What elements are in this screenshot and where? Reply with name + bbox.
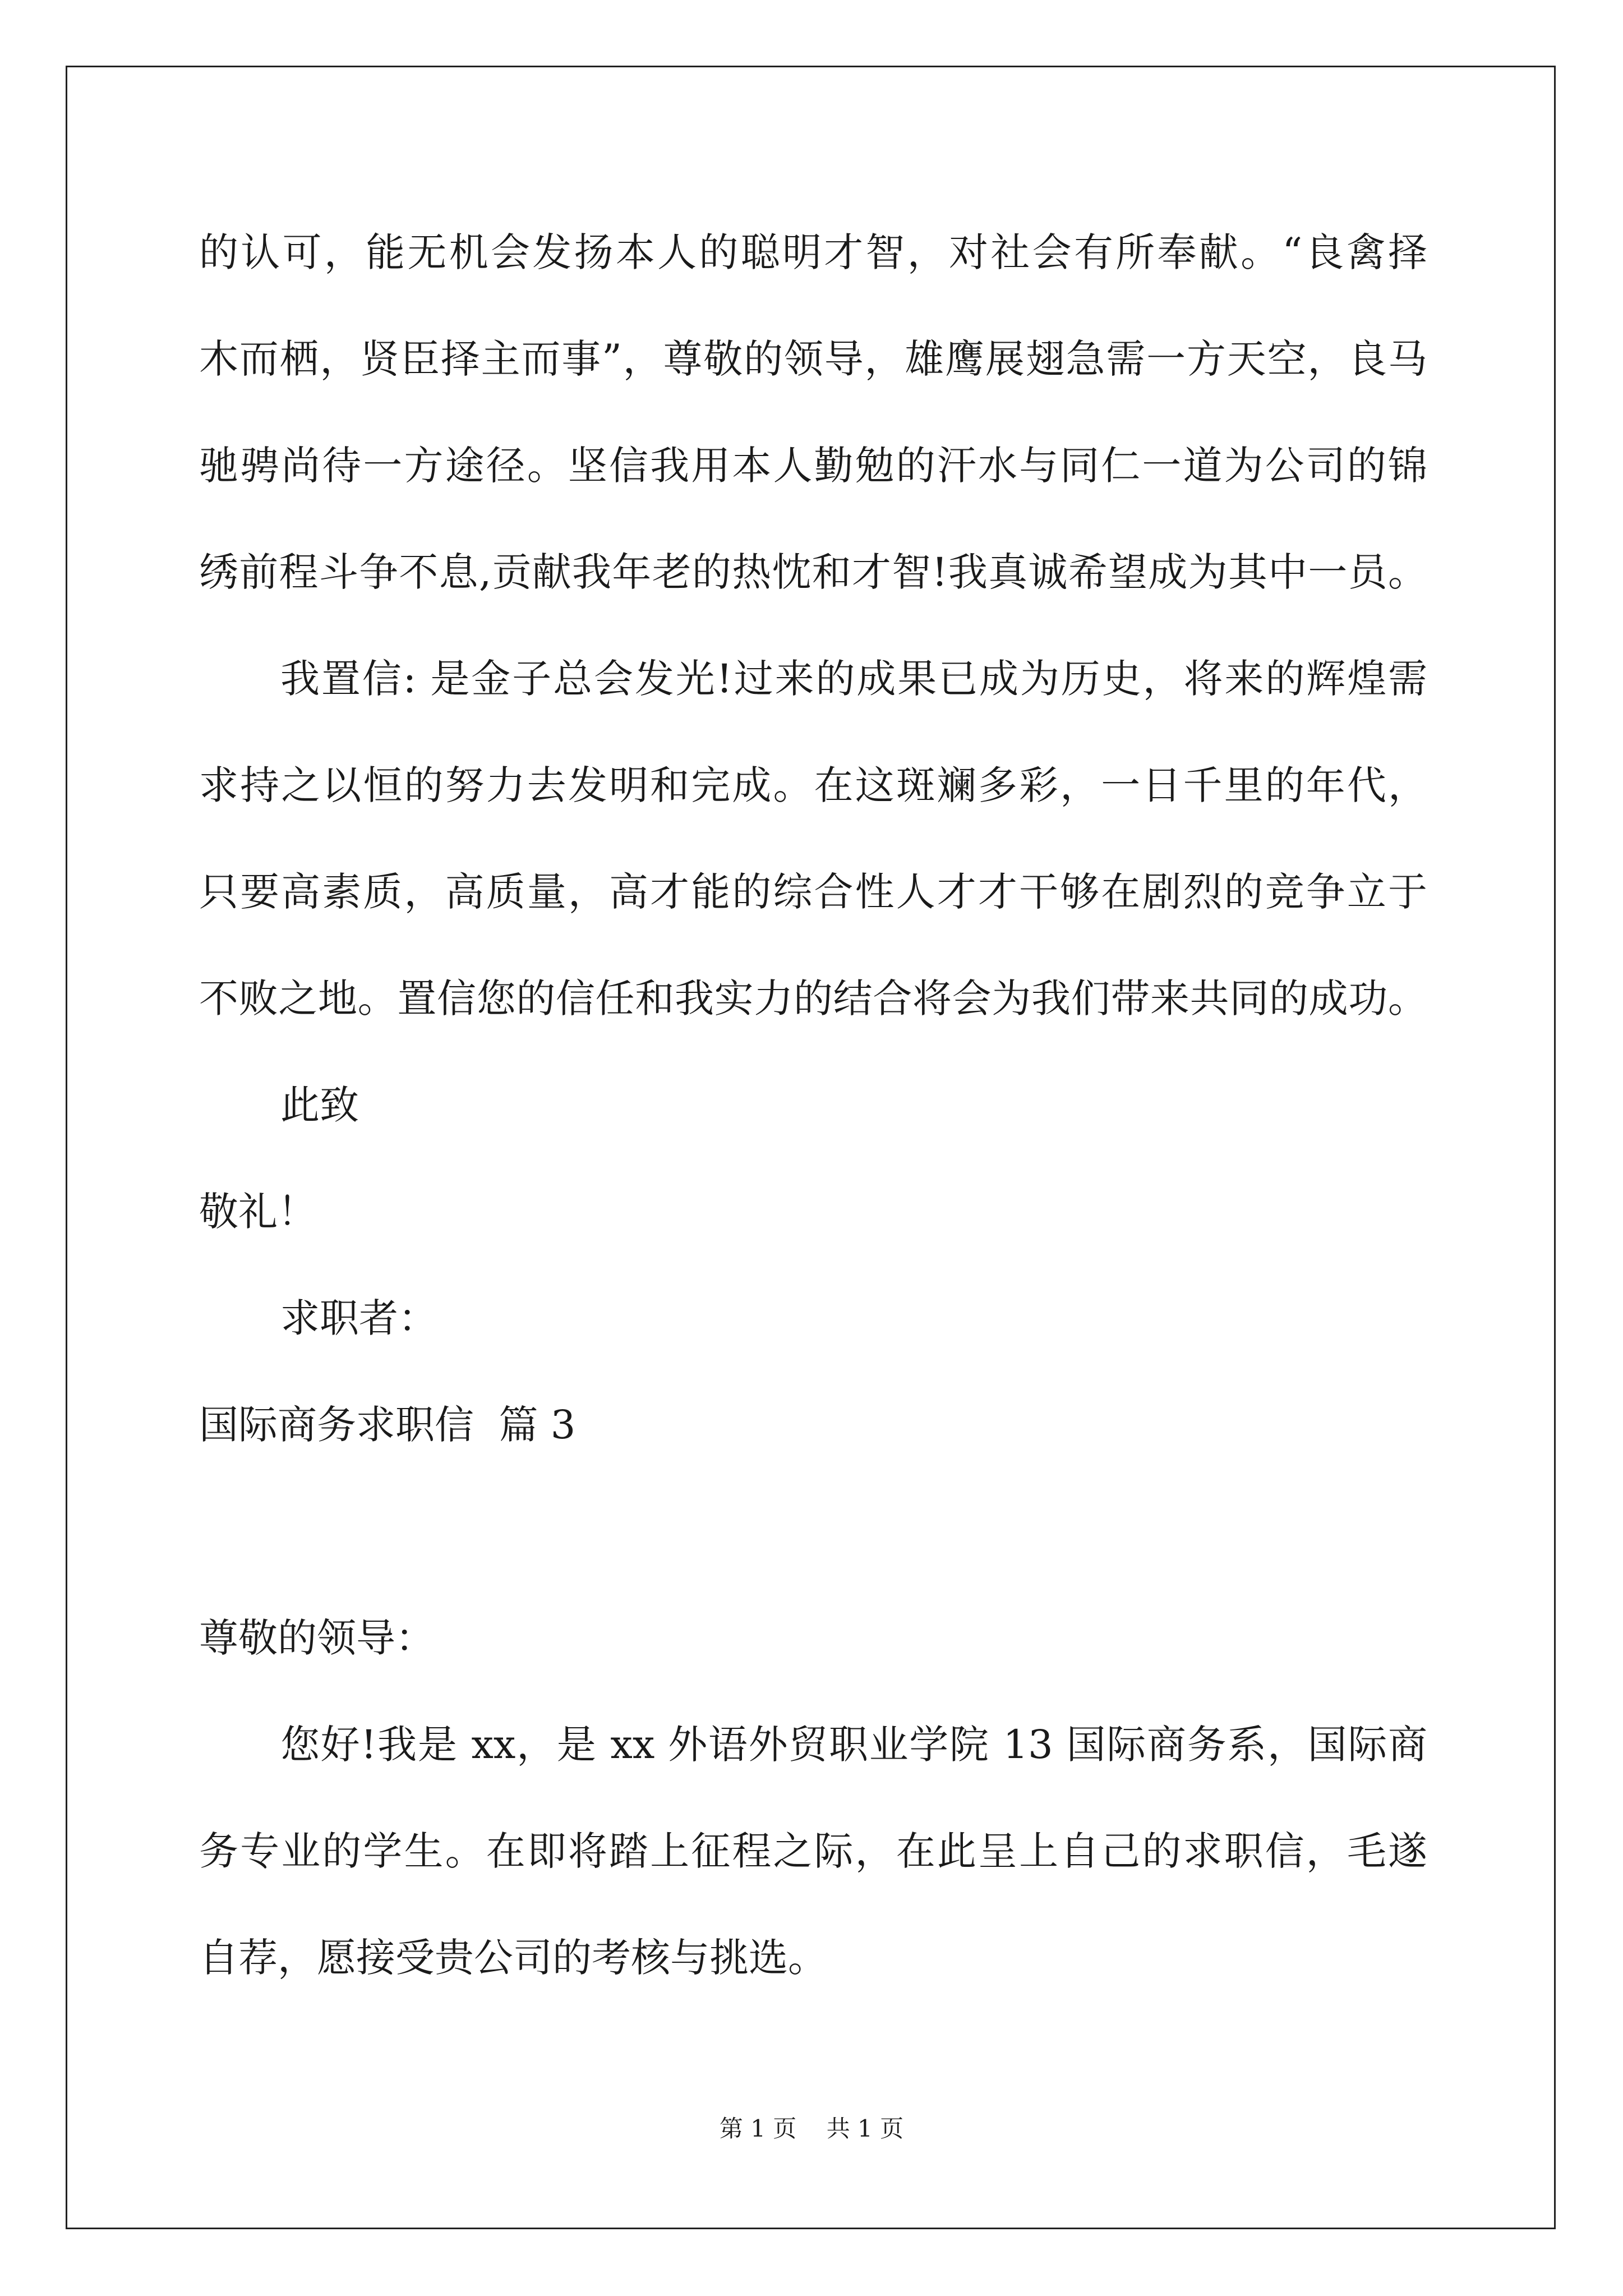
- body-line: 绣前程斗争不息,贡献我年老的热忱和才智!我真诚希望成为其中一员。: [199, 549, 1427, 595]
- body-line: 的认可，能无机会发扬本人的聪明才智，对社会有所奉献。“良禽择: [199, 229, 1427, 275]
- body-line: 木而栖，贤臣择主而事”，尊敬的领导，雄鹰展翅急需一方天空，良马: [199, 336, 1427, 382]
- body-line: 不败之地。置信您的信任和我实力的结合将会为我们带来共同的成功。: [199, 976, 1427, 1022]
- section-title: 国际商务求职信 篇 3: [199, 1402, 576, 1448]
- body-line: 只要高素质，高质量，高才能的综合性人才才干够在剧烈的竞争立于: [199, 869, 1427, 915]
- page-border: [66, 66, 1556, 2229]
- body-line: 求持之以恒的努力去发明和完成。在这斑斓多彩，一日千里的年代，: [199, 762, 1427, 808]
- greeting-line: 尊敬的领导：: [199, 1615, 435, 1661]
- page-number: 第 1 页: [719, 2115, 797, 2142]
- salute-line: 敬礼！: [199, 1189, 317, 1235]
- page-total: 共 1 页: [826, 2115, 904, 2142]
- body-line: 您好!我是 xx，是 xx 外语外贸职业学院 13 国际商务系，国际商: [280, 1722, 1427, 1768]
- closing-line: 此致: [280, 1082, 359, 1128]
- body-line: 务专业的学生。在即将踏上征程之际，在此呈上自己的求职信，毛遂: [199, 1828, 1427, 1874]
- body-line: 驰骋尚待一方途径。坚信我用本人勤勉的汗水与同仁一道为公司的锦: [199, 443, 1427, 489]
- page-footer: [0, 2115, 1623, 2143]
- body-line: 我置信: 是金子总会发光!过来的成果已成为历史，将来的辉煌需: [280, 656, 1427, 702]
- body-line: 自荐，愿接受贵公司的考核与挑选。: [199, 1935, 827, 1981]
- signature-line: 求职者：: [280, 1295, 437, 1341]
